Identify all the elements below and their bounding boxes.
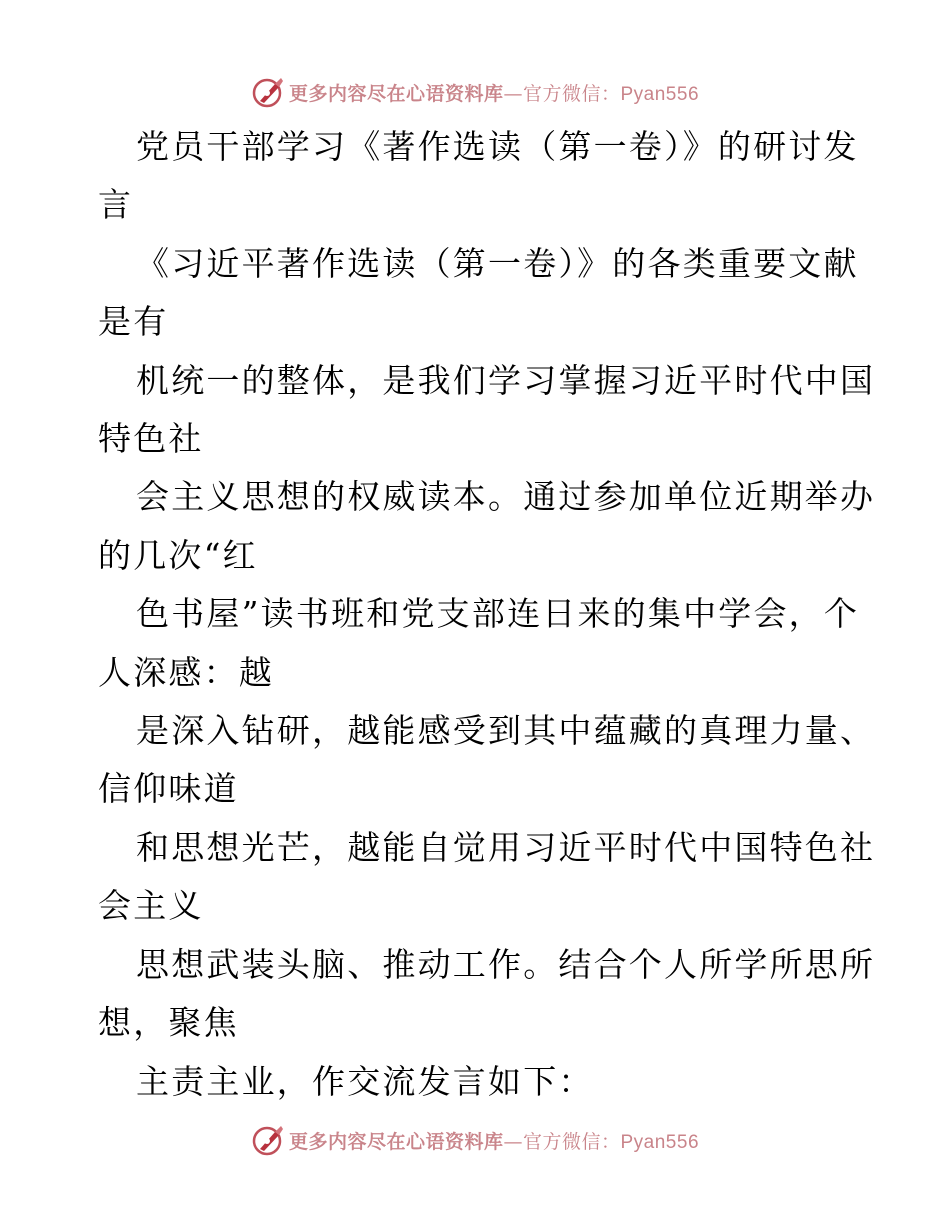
body-line: 的几次“红 [98,535,258,575]
pen-logo-icon [251,1123,285,1157]
document-body [98,118,876,1111]
body-line: 《习近平著作选读（第一卷）》的各类重要文献 [136,243,859,283]
header-watermark-banner [0,72,950,112]
body-line: 和思想光芒，越能自觉用习近平时代中国特色社 [136,827,876,867]
body-line: 是有 [98,302,169,342]
body-line: 党员干部学习《著作选读（第一卷）》的研讨发 [136,127,859,166]
body-line: 机统一的整体，是我们学习掌握习近平时代中国 [136,360,876,400]
body-line: 想，聚焦 [98,1003,239,1043]
body-line: 色书屋”读书班和党支部连日来的集中学会，个 [136,594,860,634]
body-line: 会主义 [98,886,204,926]
body-line: 思想武装头脑、推动工作。结合个人所学所思所 [136,944,876,984]
body-line: 主责主业，作交流发言如下： [136,1061,594,1101]
body-line: 会主义思想的权威读本。通过参加单位近期举办 [136,477,876,517]
body-line: 特色社 [98,419,204,459]
body-line: 是深入钻研，越能感受到其中蕴藏的真理力量、 [136,711,876,751]
body-line: 人深感：越 [98,652,274,692]
pen-logo-icon [251,75,285,109]
body-line: 信仰味道 [98,769,239,809]
watermark-text: 更多内容尽在心语资料库—官方微信：Pyan556 [288,1130,700,1153]
body-line: 言 [98,185,134,225]
footer-watermark-banner [0,1120,950,1160]
watermark-text: 更多内容尽在心语资料库—官方微信：Pyan556 [288,82,700,105]
